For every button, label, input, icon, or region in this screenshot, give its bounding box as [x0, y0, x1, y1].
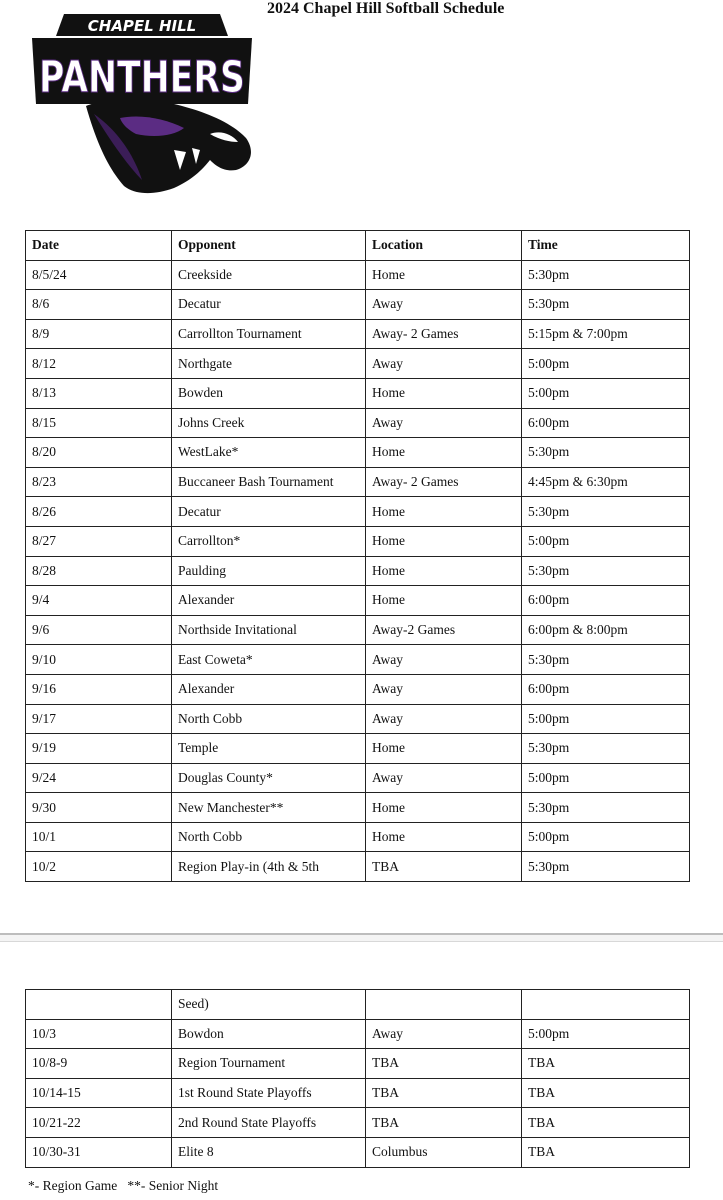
cell-date: 8/6 — [26, 290, 172, 320]
cell-opponent: Bowdon — [172, 1019, 366, 1049]
cell-date: 10/2 — [26, 852, 172, 882]
table-row — [26, 1137, 690, 1167]
cell-time — [522, 990, 690, 1020]
cell-time: 4:45pm & 6:30pm — [522, 467, 690, 497]
cell-location: Away — [366, 645, 522, 675]
table-row — [26, 349, 690, 379]
cell-date: 8/27 — [26, 526, 172, 556]
cell-time: 5:00pm — [522, 822, 690, 852]
cell-date: 9/24 — [26, 763, 172, 793]
cell-location: Away — [366, 349, 522, 379]
cell-opponent: Alexander — [172, 674, 366, 704]
cell-opponent: Elite 8 — [172, 1137, 366, 1167]
cell-date: 10/1 — [26, 822, 172, 852]
cell-opponent: Decatur — [172, 290, 366, 320]
cell-location — [366, 990, 522, 1020]
cell-date: 8/20 — [26, 438, 172, 468]
table-row — [26, 645, 690, 675]
cell-time: TBA — [522, 1137, 690, 1167]
cell-time: 5:00pm — [522, 1019, 690, 1049]
cell-location: Home — [366, 822, 522, 852]
table-row — [26, 1049, 690, 1079]
cell-date: 9/16 — [26, 674, 172, 704]
header-time: Time — [522, 231, 690, 261]
cell-location: TBA — [366, 852, 522, 882]
table-row — [26, 1108, 690, 1138]
cell-opponent: Decatur — [172, 497, 366, 527]
table-row — [26, 793, 690, 823]
cell-date: 8/15 — [26, 408, 172, 438]
cell-time: TBA — [522, 1078, 690, 1108]
cell-time: 5:30pm — [522, 734, 690, 764]
cell-opponent: Region Play-in (4th & 5th — [172, 852, 366, 882]
panther-head-icon — [86, 99, 251, 193]
footnote-legend: *- Region Game **- Senior Night — [28, 1178, 219, 1193]
cell-opponent: Douglas County* — [172, 763, 366, 793]
table-row — [26, 290, 690, 320]
table-row — [26, 378, 690, 408]
cell-opponent: Paulding — [172, 556, 366, 586]
cell-date: 9/17 — [26, 704, 172, 734]
cell-date: 8/13 — [26, 378, 172, 408]
cell-time: 5:30pm — [522, 556, 690, 586]
cell-date: 8/9 — [26, 319, 172, 349]
cell-date: 9/10 — [26, 645, 172, 675]
cell-opponent: Seed) — [172, 990, 366, 1020]
cell-location: Home — [366, 793, 522, 823]
table-row — [26, 734, 690, 764]
cell-opponent: North Cobb — [172, 704, 366, 734]
table-row — [26, 822, 690, 852]
table-header-row — [26, 231, 690, 261]
logo-main-text: PANTHERS — [39, 52, 245, 103]
cell-time: 5:30pm — [522, 438, 690, 468]
cell-date: 8/26 — [26, 497, 172, 527]
cell-location: Away — [366, 408, 522, 438]
panthers-logo — [24, 10, 260, 200]
cell-time: 5:30pm — [522, 497, 690, 527]
table-row — [26, 556, 690, 586]
cell-time: 6:00pm — [522, 586, 690, 616]
cell-location: Home — [366, 526, 522, 556]
cell-location: Away — [366, 704, 522, 734]
table-row — [26, 990, 690, 1020]
cell-opponent: Northside Invitational — [172, 615, 366, 645]
cell-opponent: North Cobb — [172, 822, 366, 852]
cell-time: 5:15pm & 7:00pm — [522, 319, 690, 349]
cell-time: 5:00pm — [522, 349, 690, 379]
table-row — [26, 674, 690, 704]
cell-date: 10/21-22 — [26, 1108, 172, 1138]
header-opponent: Opponent — [172, 231, 366, 261]
cell-opponent: Bowden — [172, 378, 366, 408]
cell-location: Home — [366, 586, 522, 616]
table-row — [26, 704, 690, 734]
table-row — [26, 1078, 690, 1108]
cell-time: 5:30pm — [522, 260, 690, 290]
cell-opponent: New Manchester** — [172, 793, 366, 823]
cell-time: 5:00pm — [522, 526, 690, 556]
cell-date: 8/23 — [26, 467, 172, 497]
table-row — [26, 586, 690, 616]
cell-location: Away — [366, 674, 522, 704]
cell-opponent: Carrollton Tournament — [172, 319, 366, 349]
cell-time: 5:30pm — [522, 290, 690, 320]
cell-date: 10/30-31 — [26, 1137, 172, 1167]
cell-date: 10/3 — [26, 1019, 172, 1049]
cell-location: Away — [366, 290, 522, 320]
header-location: Location — [366, 231, 522, 261]
cell-location: TBA — [366, 1078, 522, 1108]
header-date: Date — [26, 231, 172, 261]
cell-opponent: WestLake* — [172, 438, 366, 468]
table-row — [26, 1019, 690, 1049]
table-row — [26, 497, 690, 527]
cell-time: TBA — [522, 1108, 690, 1138]
cell-date: 9/4 — [26, 586, 172, 616]
cell-time: 5:00pm — [522, 378, 690, 408]
cell-time: 5:30pm — [522, 793, 690, 823]
cell-location: Away-2 Games — [366, 615, 522, 645]
cell-date: 8/28 — [26, 556, 172, 586]
table-row — [26, 319, 690, 349]
cell-location: Away- 2 Games — [366, 319, 522, 349]
cell-location: TBA — [366, 1108, 522, 1138]
cell-date: 8/5/24 — [26, 260, 172, 290]
cell-location: Home — [366, 260, 522, 290]
cell-location: Columbus — [366, 1137, 522, 1167]
table-row — [26, 615, 690, 645]
cell-location: TBA — [366, 1049, 522, 1079]
cell-location: Home — [366, 734, 522, 764]
schedule-table-continued — [25, 989, 690, 1168]
cell-location: Away — [366, 1019, 522, 1049]
table-row — [26, 438, 690, 468]
page-break — [0, 933, 723, 942]
cell-location: Home — [366, 378, 522, 408]
cell-location: Away- 2 Games — [366, 467, 522, 497]
cell-time: 5:00pm — [522, 763, 690, 793]
cell-opponent: 1st Round State Playoffs — [172, 1078, 366, 1108]
cell-date: 8/12 — [26, 349, 172, 379]
cell-time: 6:00pm — [522, 674, 690, 704]
cell-date: 10/8-9 — [26, 1049, 172, 1079]
cell-time: TBA — [522, 1049, 690, 1079]
cell-date: 10/14-15 — [26, 1078, 172, 1108]
cell-opponent: Northgate — [172, 349, 366, 379]
table-row — [26, 408, 690, 438]
table-row — [26, 852, 690, 882]
cell-opponent: Carrollton* — [172, 526, 366, 556]
table-row — [26, 763, 690, 793]
cell-time: 6:00pm — [522, 408, 690, 438]
cell-time: 5:00pm — [522, 704, 690, 734]
cell-date: 9/19 — [26, 734, 172, 764]
table-row — [26, 467, 690, 497]
cell-opponent: 2nd Round State Playoffs — [172, 1108, 366, 1138]
cell-location: Away — [366, 763, 522, 793]
logo-top-text: CHAPEL HILL — [87, 17, 197, 35]
table-row — [26, 260, 690, 290]
cell-opponent: Johns Creek — [172, 408, 366, 438]
cell-time: 5:30pm — [522, 645, 690, 675]
cell-date — [26, 990, 172, 1020]
cell-location: Home — [366, 497, 522, 527]
schedule-table — [25, 230, 690, 882]
cell-opponent: Creekside — [172, 260, 366, 290]
cell-date: 9/6 — [26, 615, 172, 645]
cell-location: Home — [366, 438, 522, 468]
cell-opponent: Temple — [172, 734, 366, 764]
cell-location: Home — [366, 556, 522, 586]
cell-opponent: Region Tournament — [172, 1049, 366, 1079]
table-row — [26, 526, 690, 556]
cell-opponent: Buccaneer Bash Tournament — [172, 467, 366, 497]
cell-time: 6:00pm & 8:00pm — [522, 615, 690, 645]
cell-time: 5:30pm — [522, 852, 690, 882]
cell-date: 9/30 — [26, 793, 172, 823]
cell-opponent: East Coweta* — [172, 645, 366, 675]
cell-opponent: Alexander — [172, 586, 366, 616]
page-title: 2024 Chapel Hill Softball Schedule — [267, 0, 505, 17]
